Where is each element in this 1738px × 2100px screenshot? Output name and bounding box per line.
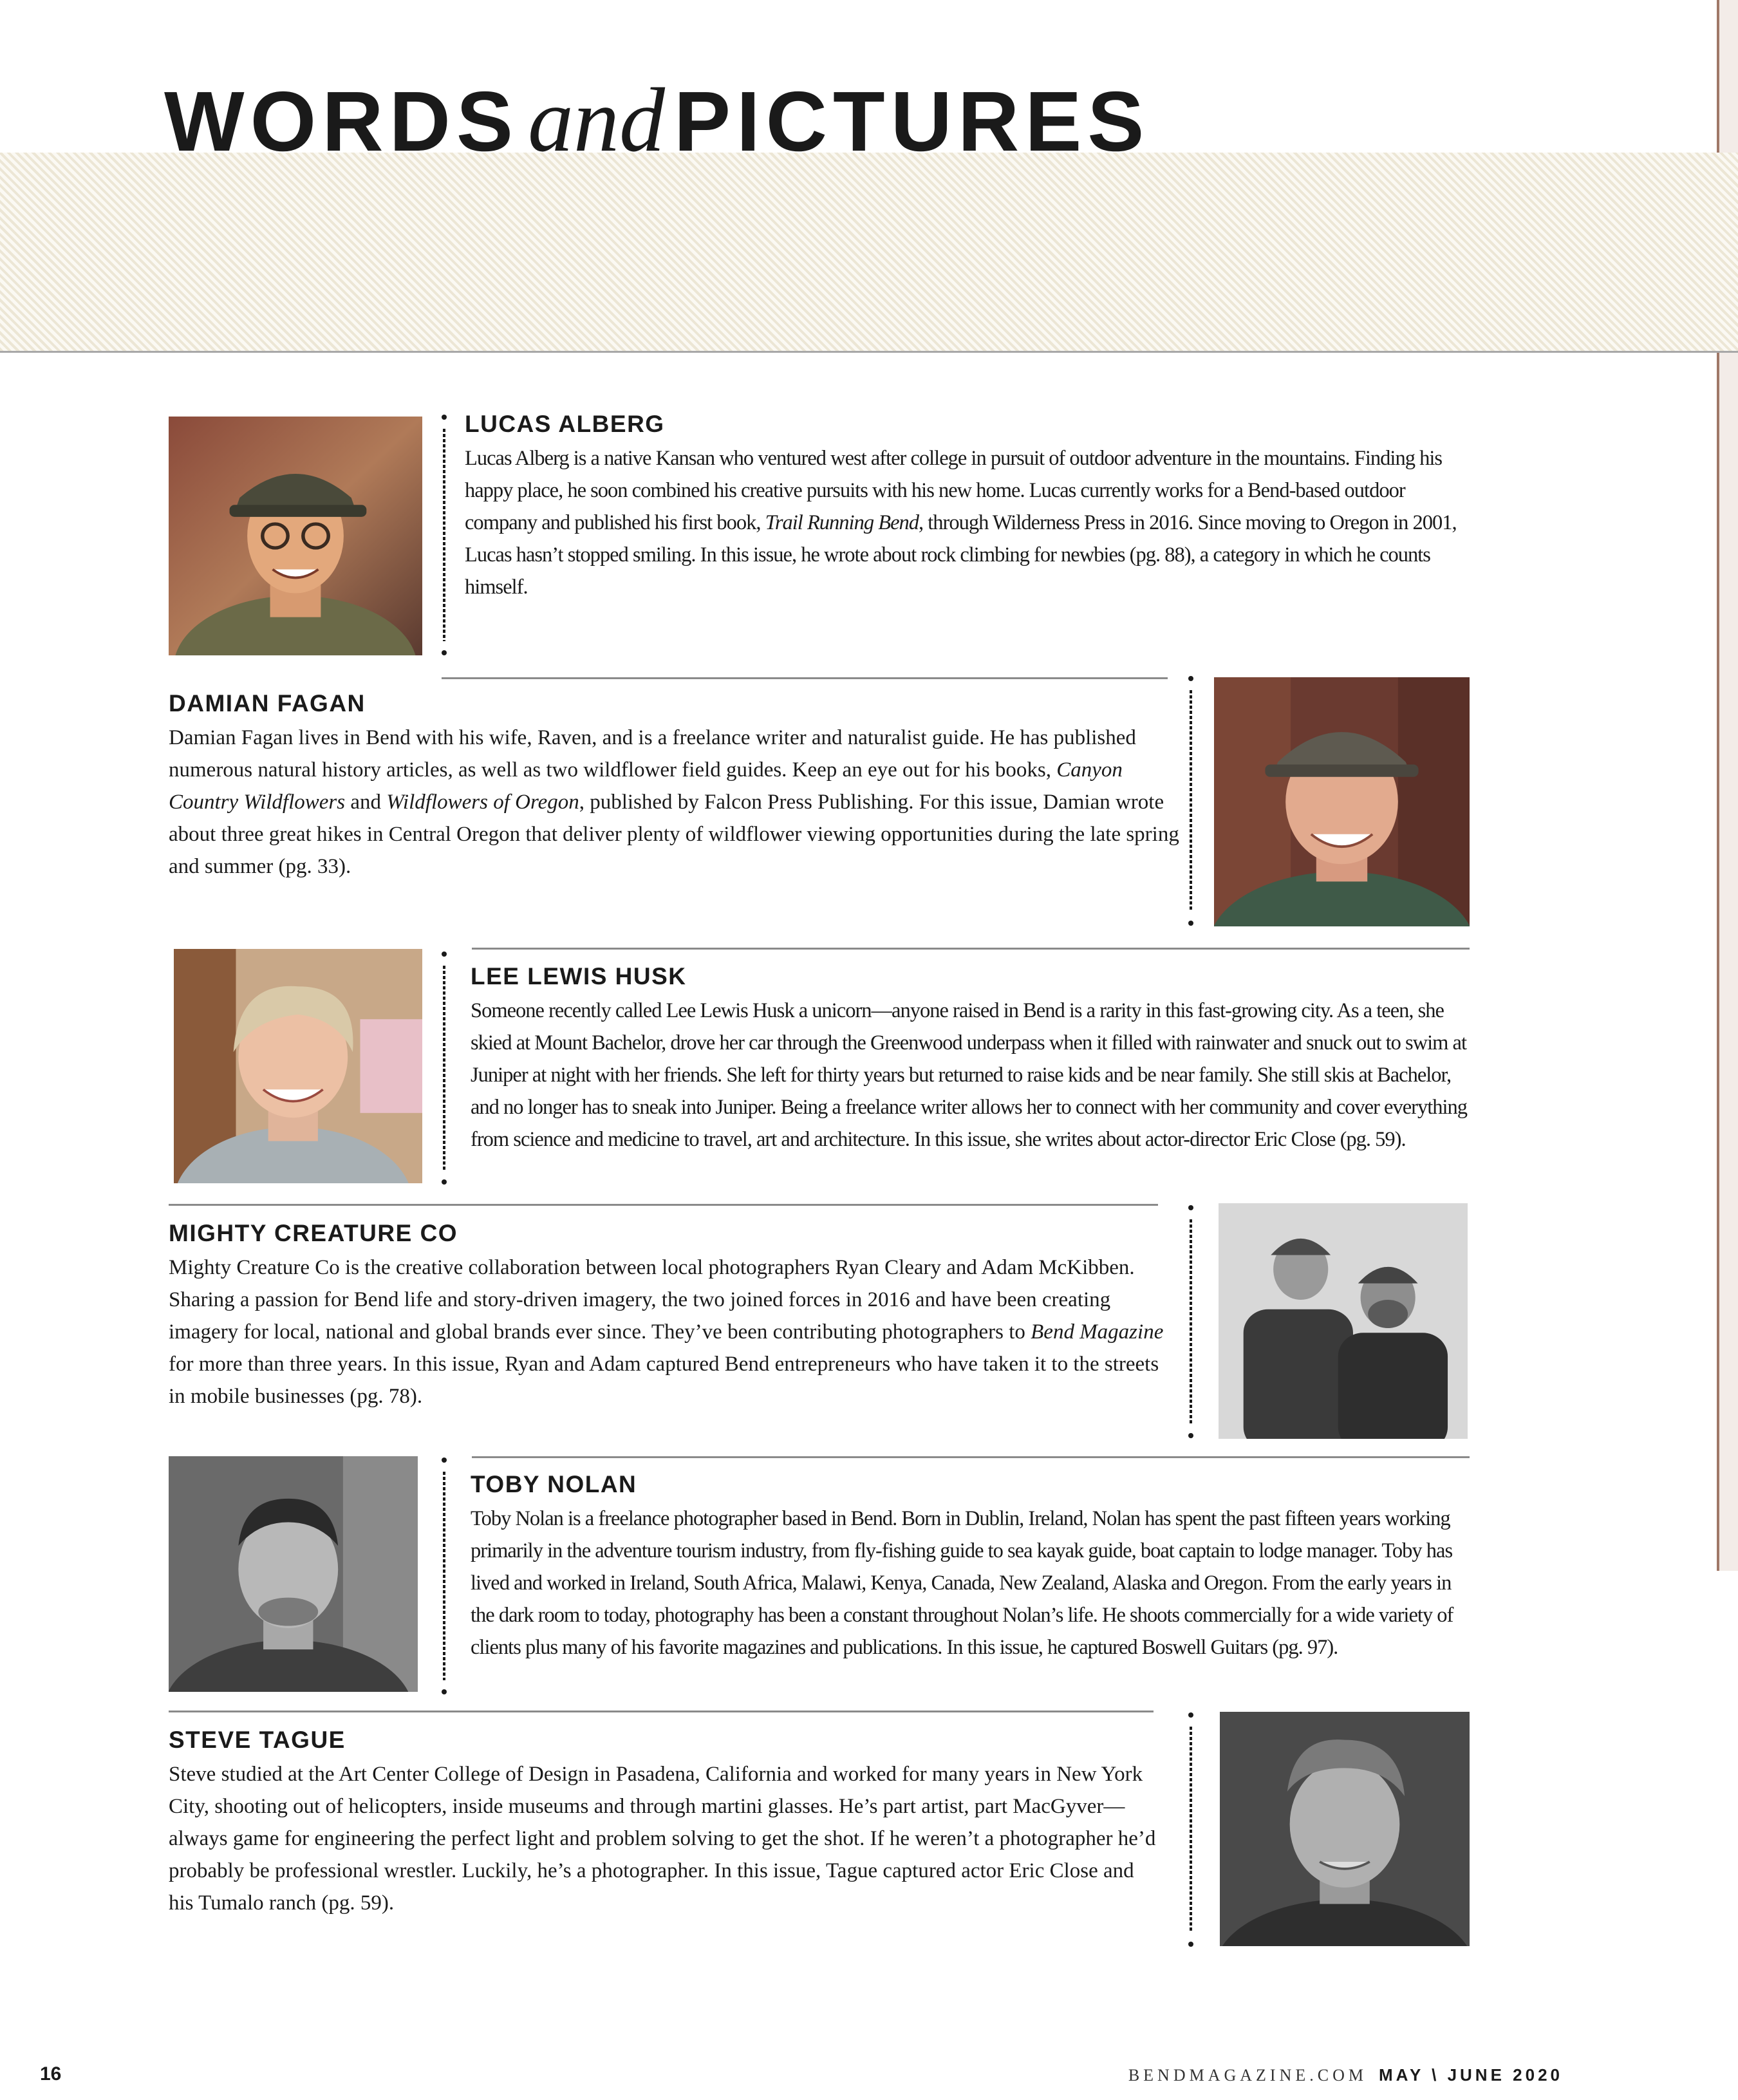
contributor-bio: Toby Nolan is a freelance photographer based in Bend. Born in Dublin, Ireland, Nolan has spent the past fifteen years working primarily in the adventure tourism industry, from fly-fishing guide to sea kayak guide, boat captain to lodge manager. Toby has lived and worked in Ireland, South Africa, Malawi, Kenya, Canada, New Zealand, Alaska and Oregon. From the early years in the dark room to today, photography has been a constant throughout Nolan’s life. He shoots commercially for a wide variety of clients plus many of his favorite magazines and publications. In this issue, he captured Boswell Guitars (pg. 97). bbox=[471, 1506, 1453, 1659]
portrait-toby-nolan bbox=[169, 1456, 418, 1692]
dotted-rule bbox=[1188, 1712, 1193, 1947]
footer-folio bbox=[1128, 2065, 1563, 2085]
bio-toby-nolan bbox=[471, 1471, 1476, 1664]
section-divider bbox=[442, 677, 1168, 679]
bio-damian-fagan bbox=[169, 690, 1179, 883]
page-title bbox=[164, 69, 1150, 171]
contributor-name: STEVE TAGUE bbox=[169, 1727, 346, 1753]
contributor-name: LUCAS ALBERG bbox=[465, 411, 665, 437]
portrait-damian-fagan bbox=[1214, 677, 1470, 926]
footer-site: BENDMAGAZINE.COM bbox=[1128, 2066, 1367, 2085]
section-divider bbox=[472, 1456, 1470, 1458]
title-words: WORDS bbox=[164, 74, 519, 169]
contributor-name: TOBY NOLAN bbox=[471, 1471, 637, 1497]
footer-issue: MAY \ JUNE 2020 bbox=[1378, 2065, 1563, 2085]
bio-lee-lewis-husk bbox=[471, 963, 1472, 1156]
portrait-mighty-creature-co bbox=[1219, 1203, 1468, 1439]
title-and: and bbox=[527, 69, 665, 171]
dotted-rule bbox=[1188, 676, 1193, 926]
contributor-bio: Lucas Alberg is a native Kansan who ventured west after college in pursuit of outdoor adventure in the mountains. Finding his happy place, he soon combined his creative pursuits with his new home. Lucas currently works for a Bend-based outdoor company and published his first book, Trail Running Bend, through Wilderness Press in 2016. Since moving to Oregon in 2001, Lucas hasn’t stopped smiling. In this issue, he wrote about rock climbing for newbies (pg. 88), a category in which he counts himself. bbox=[465, 446, 1457, 599]
title-pictures: PICTURES bbox=[673, 74, 1150, 169]
page-number: 16 bbox=[40, 2063, 62, 2085]
portrait-steve-tague bbox=[1220, 1712, 1470, 1946]
contributor-name: MIGHTY CREATURE CO bbox=[169, 1220, 458, 1246]
contributor-bio: Steve studied at the Art Center College of Design in Pasadena, California and worked for many years in New York City, shooting out of helicopters, inside museums and through martini glasses. He’s part artist, part MacGyver—always game for engineering the perfect light and problem solving to get the shot. If he weren’t a photographer he’d probably be professional wrestler. Luckily, he’s a photographer. In this issue, Tague captured actor Eric Close and his Tumalo ranch (pg. 59). bbox=[169, 1762, 1156, 1915]
contributor-bio: Someone recently called Lee Lewis Husk a unicorn—anyone raised in Bend is a rarity in this fast-growing city. As a teen, she skied at Mount Bachelor, drove her car through the Greenwood underpass when it filled with rainwater and snuck out to swim at Juniper at night with her friends. She left for thirty years but returned to raise kids and be near family. She still skis at Bachelor, and no longer has to sneak into Juniper. Being a freelance writer allows her to connect with her community and cover everything from science and medicine to travel, art and architecture. In this issue, she writes about actor-director Eric Close (pg. 59). bbox=[471, 998, 1468, 1151]
contributor-bio: Damian Fagan lives in Bend with his wife, Raven, and is a freelance writer and naturalist guide. He has published numerous natural history articles, as well as two wildflower field guides. Keep an eye out for his books, Canyon Country Wildflowers and Wildflowers of Oregon, published by Falcon Press Publishing. For this issue, Damian wrote about three great hikes in Central Oregon that deliver plenty of wildflower viewing opportunities during the late spring and summer (pg. 33). bbox=[169, 726, 1179, 878]
dotted-rule bbox=[442, 1458, 447, 1694]
section-divider bbox=[169, 1204, 1158, 1206]
dotted-rule bbox=[1188, 1205, 1193, 1438]
section-divider bbox=[169, 1711, 1154, 1712]
contributor-bio: Mighty Creature Co is the creative collaboration between local photographers Ryan Cleary and Adam McKibben. Sharing a passion for Bend life and story-driven imagery, the two joined forces in 2016 and have been creating imagery for local, national and global brands ever since. They’ve been contributing photographers to Bend Magazine for more than three years. In this issue, Ryan and Adam captured Bend entrepreneurs who have taken it to the streets in mobile businesses (pg. 78). bbox=[169, 1255, 1164, 1408]
contributor-name: DAMIAN FAGAN bbox=[169, 690, 366, 717]
bio-lucas-alberg bbox=[465, 411, 1469, 603]
bio-mighty-creature-co bbox=[169, 1220, 1173, 1412]
portrait-lee-lewis-husk bbox=[174, 949, 422, 1183]
dotted-rule bbox=[442, 952, 447, 1185]
bio-steve-tague bbox=[169, 1727, 1160, 1919]
section-divider bbox=[472, 948, 1470, 950]
header-pattern-band bbox=[0, 153, 1738, 353]
contributor-name: LEE LEWIS HUSK bbox=[471, 963, 687, 989]
dotted-rule bbox=[442, 415, 447, 655]
portrait-lucas-alberg bbox=[169, 417, 422, 655]
